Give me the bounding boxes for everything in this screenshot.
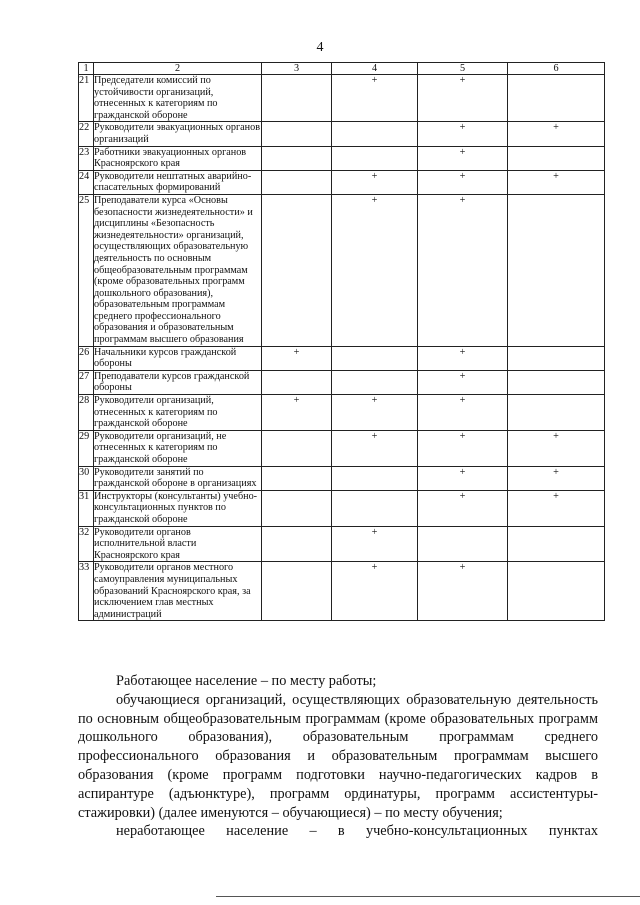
row-number: 22 <box>79 122 94 146</box>
row-category: Преподаватели курса «Основы безопасности жизнедеятельности» и дисциплины «Безопасность жизнедеятельности» организаций, осуществляющих образовательную деятельность по основным общеобразовательным программам (кроме образовательных программ дошкольного образования), образовательным программам среднего профессионального образования и образовательным программам высшего образования <box>94 194 262 346</box>
row-category: Руководители органов местного самоуправления муниципальных образований Красноярского края, за исключением глав местных администраций <box>94 562 262 621</box>
cell-col-5: + <box>418 395 508 431</box>
cell-col-6 <box>508 75 605 122</box>
cell-col-3 <box>262 194 332 346</box>
cell-col-4 <box>332 466 418 490</box>
paragraph-students: обучающиеся организаций, осуществляющих образовательную деятельность по основным общеобразовательным программам (кроме образовательных программ дошкольного образования), образовательным программам среднего профессионального образования и образовательным программам высшего образования (кроме программ подготовки научно-педагогических кадров в аспирантуре (адъюнктуре), программ ординатуры, программ ассистентуры-стажировки) (далее именуются – обучающиеся) – по месту обучения; <box>78 691 598 821</box>
table-row <box>79 370 605 394</box>
row-category: Преподаватели курсов гражданской обороны <box>94 370 262 394</box>
row-category: Руководители организаций, не отнесенных к категориям по гражданской обороне <box>94 430 262 466</box>
cell-col-3 <box>262 526 332 562</box>
cell-col-3 <box>262 466 332 490</box>
body-text <box>78 672 598 841</box>
row-category: Работники эвакуационных органов Красноярского края <box>94 146 262 170</box>
row-number: 30 <box>79 466 94 490</box>
cell-col-5: + <box>418 122 508 146</box>
paragraph-non-working-population: неработающее население – в учебно-консультационных пунктах <box>116 823 598 840</box>
table-row <box>79 170 605 194</box>
cell-col-3 <box>262 75 332 122</box>
table-row <box>79 490 605 526</box>
row-number: 24 <box>79 170 94 194</box>
cell-col-4: + <box>332 75 418 122</box>
row-number: 31 <box>79 490 94 526</box>
cell-col-6: + <box>508 170 605 194</box>
cell-col-6 <box>508 346 605 370</box>
cell-col-5: + <box>418 170 508 194</box>
header-col-3: 3 <box>262 63 332 75</box>
cell-col-4: + <box>332 170 418 194</box>
header-col-4: 4 <box>332 63 418 75</box>
cell-col-4: + <box>332 395 418 431</box>
row-category: Руководители нештатных аварийно-спасательных формирований <box>94 170 262 194</box>
cell-col-4: + <box>332 430 418 466</box>
cell-col-3 <box>262 370 332 394</box>
cell-col-4 <box>332 146 418 170</box>
cell-col-6: + <box>508 430 605 466</box>
cell-col-5: + <box>418 75 508 122</box>
table-row <box>79 346 605 370</box>
cell-col-6: + <box>508 490 605 526</box>
header-col-5: 5 <box>418 63 508 75</box>
table-row <box>79 75 605 122</box>
cell-col-5: + <box>418 490 508 526</box>
cell-col-3 <box>262 430 332 466</box>
cell-col-6 <box>508 370 605 394</box>
row-category: Председатели комиссий по устойчивости организаций, отнесенных к категориям по гражданской обороне <box>94 75 262 122</box>
cell-col-6: + <box>508 122 605 146</box>
cell-col-4: + <box>332 194 418 346</box>
row-category: Руководители органов исполнительной власти Красноярского края <box>94 526 262 562</box>
cell-col-3 <box>262 490 332 526</box>
training-table <box>78 62 605 621</box>
cell-col-4 <box>332 122 418 146</box>
row-category: Руководители занятий по гражданской обороне в организациях <box>94 466 262 490</box>
cell-col-6 <box>508 526 605 562</box>
cell-col-5: + <box>418 146 508 170</box>
cell-col-6: + <box>508 466 605 490</box>
cell-col-5: + <box>418 430 508 466</box>
cell-col-5 <box>418 526 508 562</box>
row-number: 29 <box>79 430 94 466</box>
header-col-1: 1 <box>79 63 94 75</box>
cell-col-3 <box>262 122 332 146</box>
row-category: Начальники курсов гражданской обороны <box>94 346 262 370</box>
row-number: 27 <box>79 370 94 394</box>
cell-col-3 <box>262 562 332 621</box>
table-row <box>79 395 605 431</box>
cell-col-4 <box>332 370 418 394</box>
cell-col-6 <box>508 562 605 621</box>
row-category: Инструкторы (консультанты) учебно-консультационных пунктов по гражданской обороне <box>94 490 262 526</box>
row-number: 32 <box>79 526 94 562</box>
cell-col-6 <box>508 194 605 346</box>
cell-col-5: + <box>418 562 508 621</box>
page-number: 4 <box>316 40 324 55</box>
table-row <box>79 526 605 562</box>
table-row <box>79 562 605 621</box>
cell-col-3: + <box>262 395 332 431</box>
cell-col-5: + <box>418 466 508 490</box>
table-row <box>79 122 605 146</box>
cell-col-5: + <box>418 346 508 370</box>
row-category: Руководители эвакуационных органов организаций <box>94 122 261 145</box>
cell-col-6 <box>508 395 605 431</box>
table-row <box>79 466 605 490</box>
header-col-6: 6 <box>508 63 605 75</box>
row-number: 21 <box>79 75 94 122</box>
bottom-divider <box>216 896 640 897</box>
cell-col-5: + <box>418 370 508 394</box>
cell-col-3: + <box>262 346 332 370</box>
table-header-row <box>79 63 605 75</box>
row-number: 28 <box>79 395 94 431</box>
row-number: 25 <box>79 194 94 346</box>
cell-col-3 <box>262 146 332 170</box>
cell-col-4: + <box>332 562 418 621</box>
cell-col-5: + <box>418 194 508 346</box>
table-row <box>79 146 605 170</box>
header-col-2: 2 <box>94 63 262 75</box>
row-category: Руководители организаций, отнесенных к категориям по гражданской обороне <box>94 395 262 431</box>
cell-col-3 <box>262 170 332 194</box>
cell-col-4: + <box>332 526 418 562</box>
row-number: 33 <box>79 562 94 621</box>
cell-col-6 <box>508 146 605 170</box>
cell-col-4 <box>332 346 418 370</box>
cell-col-4 <box>332 490 418 526</box>
paragraph-working-population: Работающее население – по месту работы; <box>116 673 377 689</box>
table-row <box>79 430 605 466</box>
row-number: 26 <box>79 346 94 370</box>
table-row <box>79 194 605 346</box>
row-number: 23 <box>79 146 94 170</box>
